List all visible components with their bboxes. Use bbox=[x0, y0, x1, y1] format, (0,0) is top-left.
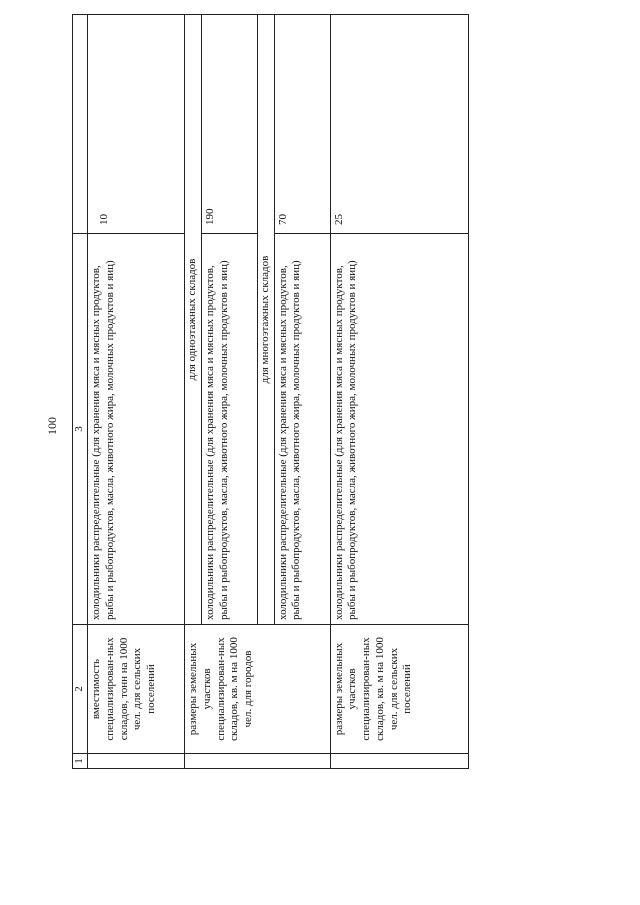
value-cell: 70 bbox=[274, 15, 330, 234]
indicator-cell: размеры земельных участков специализирован-ных складов, кв. м на 1000 чел. для сельских поселений bbox=[330, 625, 468, 754]
header-col-3: 3 bbox=[73, 234, 88, 625]
header-col-4 bbox=[73, 15, 88, 234]
subheader-multi-storey: для многоэтажных складов bbox=[257, 15, 274, 625]
description-cell: холодильники распределительные (для хранения мяса и мясных продуктов, рыбы и рыбопродуктов, масла, животного жира, молочных продуктов и яиц) bbox=[88, 234, 185, 625]
subheader-single-storey: для одноэтажных складов bbox=[185, 15, 202, 625]
description-cell: холодильники распределительные (для хранения мяса и мясных продуктов, рыбы и рыбопродуктов, масла, животного жира, молочных продуктов и яиц) bbox=[330, 234, 468, 625]
table-cell-empty bbox=[185, 754, 331, 769]
indicator-cell: вместимость специализирован-ных складов, тонн на 1000 чел. для сельских поселений bbox=[88, 625, 185, 754]
indicator-cell: размеры земельных участков специализирован-ных складов, кв. м на 1000 чел. для городов bbox=[185, 625, 331, 754]
rotated-table bbox=[72, 14, 457, 769]
table-container bbox=[72, 14, 457, 769]
page-number: 100 bbox=[45, 417, 59, 435]
value-cell: 10 bbox=[88, 15, 185, 234]
value-cell: 25 bbox=[330, 15, 468, 234]
table-subheader-row bbox=[185, 15, 202, 769]
description-cell: холодильники распределительные (для хранения мяса и мясных продуктов, рыбы и рыбопродуктов, масла, животного жира, молочных продуктов и яиц) bbox=[274, 234, 330, 625]
description-cell: холодильники распределительные (для хранения мяса и мясных продуктов, рыбы и рыбопродуктов, масла, животного жира, молочных продуктов и яиц) bbox=[201, 234, 257, 625]
data-table bbox=[72, 14, 469, 769]
table-cell-empty bbox=[88, 754, 185, 769]
header-col-1: 1 bbox=[73, 754, 88, 769]
table-header-row bbox=[73, 15, 88, 769]
header-col-2: 2 bbox=[73, 625, 88, 754]
value-cell: 190 bbox=[201, 15, 257, 234]
table-row bbox=[330, 15, 468, 769]
table-cell-empty bbox=[330, 754, 468, 769]
table-row bbox=[88, 15, 185, 769]
